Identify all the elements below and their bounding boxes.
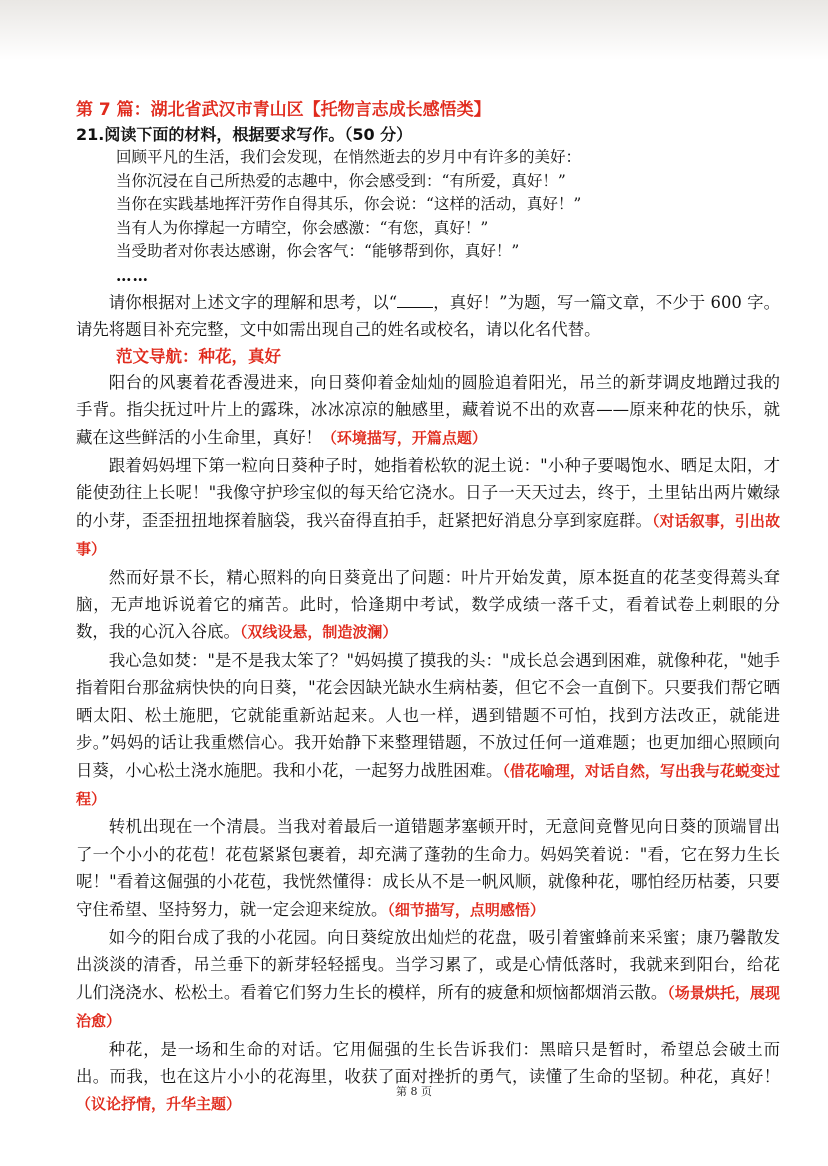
essay-paragraph	[76, 452, 780, 564]
paragraph-text: 跟着妈妈埋下第一粒向日葵种子时，她指着松软的泥土说："小种子要喝饱水、晒足太阳，才能使劲往上长呢！"我像守护珍宝似的每天给它浇水。日子一天天过去，终于，土里钻出两片嫩绿的小芽，歪歪扭扭地探着脑袋，我兴奋得直拍手，赶紧把好消息分享到家庭群。	[76, 456, 780, 530]
paragraph-annotation: （双线设悬，制造波澜）	[239, 623, 398, 642]
paragraph-annotation: （对话叙事，引出故事）	[76, 511, 780, 559]
writing-requirement	[76, 289, 780, 344]
paragraph-text: 阳台的风裹着花香漫进来，向日葵仰着金灿灿的圆脸追着阳光，吊兰的新芽调皮地蹭过我的手背。指尖抚过叶片上的露珠，冰冰凉凉的触感里，藏着说不出的欢喜——原来种花的快乐，就藏在这些鲜活的小生命里，真好！	[76, 372, 780, 447]
question-prompt: 21.阅读下面的材料，根据要求写作。（50 分）	[76, 125, 413, 144]
material-line: 当有人为你撑起一方晴空，你会感激：“有您，真好！”	[116, 218, 489, 237]
paragraph-annotation: （环境描写，开篇点题）	[321, 428, 487, 447]
essay-paragraph	[76, 564, 780, 647]
paragraph-annotation: （细节描写，点明感悟）	[387, 900, 545, 919]
paragraph-annotation: （场景烘托，展现治愈）	[76, 983, 780, 1031]
paragraph-text: 我心急如焚："是不是我太笨了？"妈妈摸了摸我的头："成长总会遇到困难，就像种花，"她手指着阳台那盆病快快的向日葵，"花会因缺光缺水生病枯萎，但它不会一直倒下。只要我们帮它晒晒太阳、松土施肥，它就能重新站起来。人也一样，遇到错题不可怕，找到方法改正，就能进步。”妈妈的话让我重燃信心。我开始静下来整理错题，不放过任何一道难题；也更加细心照顾向日葵，小心松土浇水施肥。我和小花，一起努力战胜困难。	[76, 650, 780, 780]
material-line: 当受助者对你表达感谢，你会客气：“能够帮到你，真好！”	[116, 242, 520, 260]
material-line: 回顾平凡的生活，我们会发现，在悄然逝去的岁月中有许多的美好：	[116, 148, 582, 166]
paragraph-text: 如今的阳台成了我的小花园。向日葵绽放出灿烂的花盘，吸引着蜜蜂前来采蜜；康乃馨散发出淡淡的清香，吊兰垂下的新芽轻轻摇曳。当学习累了，或是心情低落时，我就来到阳台，给花儿们浇浇水、松松土。看着它们努力生长的模样，所有的疲惫和烦恼都烟消云散。	[76, 927, 780, 1002]
material-line: 当你在实践基地挥汗劳作自得其乐，你会说：“这样的活动，真好！”	[116, 195, 582, 213]
section-heading: 第 7 篇：湖北省武汉市青山区【托物言志成长感悟类】	[76, 100, 491, 120]
paragraph-text: 然而好景不长，精心照料的向日葵竟出了问题：叶片开始发黄，原本挺直的花茎变得蔫头耷脑，无声地诉说着它的痛苦。此时，恰逢期中考试，数学成绩一落千丈，看着试卷上刺眼的分数，我的心沉入谷底。	[76, 567, 780, 642]
paragraph-text: 种花，是一场和生命的对话。它用倔强的生长告诉我们：黑暗只是暂时，希望总会破土而出。而我，也在这片小小的花海里，收获了面对挫折的勇气，读懂了生命的坚韧。种花，真好！	[76, 1039, 780, 1086]
page-number: 第 8 页	[396, 1085, 432, 1098]
essay-title: 范文导航：种花，真好	[116, 346, 281, 366]
material-block	[76, 146, 780, 287]
essay-paragraph	[76, 1036, 780, 1119]
paragraph-annotation: （议论抒情，升华主题）	[76, 1095, 242, 1114]
essay-paragraph	[76, 924, 780, 1036]
paragraph-annotation: （借花喻理，对话自然，写出我与花蜕变过程）	[76, 761, 780, 808]
material-line: 当你沉浸在自己所热爱的志趣中，你会感受到：“有所爱，真好！”	[116, 171, 566, 190]
material-ellipsis: ……	[116, 265, 149, 285]
essay-paragraph	[76, 647, 780, 813]
title-blank	[397, 293, 433, 308]
requirement-text-before: 请你根据对上述文字的理解和思考，以“	[108, 293, 398, 312]
requirement-text-after: ，真好！”为题，写一篇文章，不少于 600 字。请先将题目补充完整，文中如需出现自己的姓名或校名，请以化名代替。	[76, 293, 780, 340]
essay-paragraph	[76, 369, 780, 452]
paragraph-text: 转机出现在一个清晨。当我对着最后一道错题茅塞顿开时，无意间竟瞥见向日葵的顶端冒出了一个小小的花苞！花苞紧紧包裹着，却充满了蓬勃的生命力。妈妈笑着说："看，它在努力生长呢！"看着这倔强的小花苞，我恍然懂得：成长从不是一帆风顺，就像种花，哪怕经历枯萎，只要守住希望、坚持努力，就一定会迎来绽放。	[76, 817, 780, 919]
essay-paragraph	[76, 813, 780, 924]
